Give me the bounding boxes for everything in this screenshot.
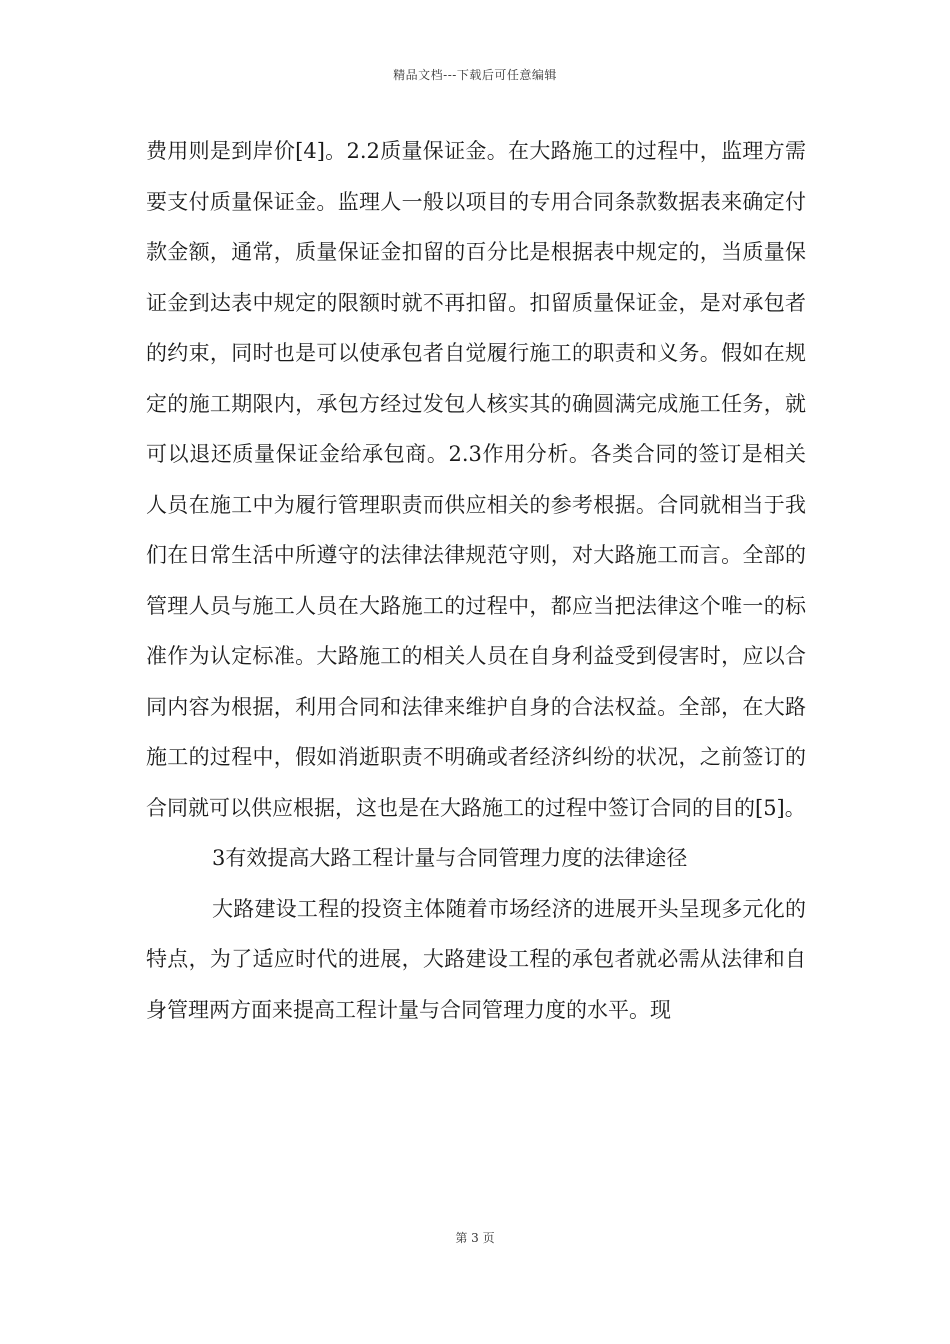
body-paragraph: 大路建设工程的投资主体随着市场经济的进展开头呈现多元化的特点，为了适应时代的进展，大路建设工程的承包者就必需从法律和自身管理两方面来提高工程计量与合同管理力度的水平。现 [146, 896, 806, 1022]
page-number: 第 3 页 [455, 1231, 495, 1245]
page-header: 精品文档---下载后可任意编辑 [393, 68, 557, 82]
body-paragraph: 费用则是到岸价[4]。2.2质量保证金。在大路施工的过程中，监理方需要支付质量保证金。监理人一般以项目的专用合同条款数据表来确定付款金额，通常，质量保证金扣留的百分比是根据表中规定的，当质量保证金到达表中规定的限额时就不再扣留。扣留质量保证金，是对承包者的约束，同时也是可以使承包者自觉履行施工的职责和义务。假如在规定的施工期限内，承包方经过发包人核实其的确圆满完成施工任务，就可以退还质量保证金给承包商。2.3作用分析。各类合同的签订是相关人员在施工中为履行管理职责而供应相关的参考根据。合同就相当于我们在日常生活中所遵守的法律法律规范守则，对大路施工而言。全部的管理人员与施工人员在大路施工的过程中，都应当把法律这个唯一的标准作为认定标准。大路施工的相关人员在自身利益受到侵害时，应以合同内容为根据，利用合同和法律来维护自身的合法权益。全部，在大路施工的过程中，假如消逝职责不明确或者经济纠纷的状况，之前签订的合同就可以供应根据，这也是在大路施工的过程中签订合同的目的[5]。 [146, 139, 806, 820]
document-body [146, 126, 806, 1035]
section-heading: 3有效提高大路工程计量与合同管理力度的法律途径 [212, 846, 688, 870]
